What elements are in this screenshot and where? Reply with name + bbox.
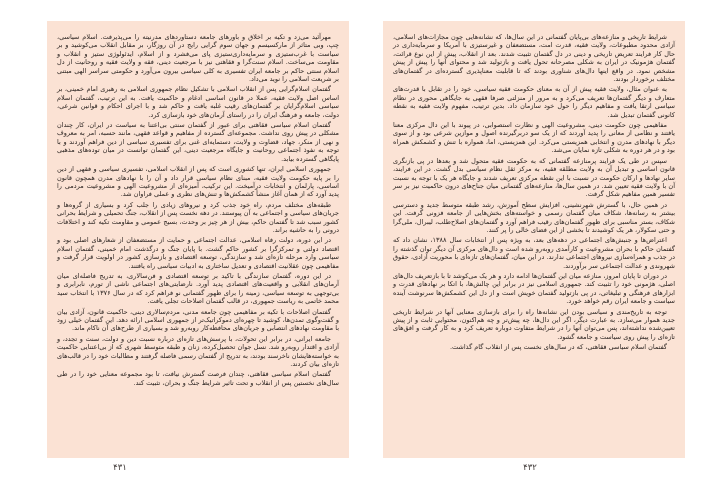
paragraph: سپس در طی یک فرایند پرمنازعه گفتمانی که به حکومت فقیه متحول شد و بعدها در پی بازنگری قانون اساسی و تبدیل آن به ولایت مطلقه فقیه، به مرکز ثقل نظام سیاسی بدل گشت. در این فرایند، سایر نهادها و ارکان حکومت در نسبت با این نقطه مرکزی تعریف شدند و جایگاه هر یک با توجه به نسبت آن با ولایت فقیه تعیین شد. در همین سال‌ها، منازعه‌های گفتمانی میان جناح‌های درون حاکمیت نیز بر سر تفسیر همین مفاهیم شکل گرفت. — [393, 156, 675, 199]
right-page-body — [393, 33, 675, 352]
left-page — [47, 21, 349, 458]
right-page — [383, 21, 685, 458]
paragraph: به عنوان مثال، ولایت فقیه پیش از آن به معنای حکومت فقیه سیاسی، خود را در تقابل با قدرت‌های متعارف و دیگر گفتمان‌ها تعریف می‌کرد و به مرور از منزلتی صرفا فقهی به جایگاهی محوری در نظام سیاسی ارتقا یافت و مفاهیم دیگر را حول خود سازمان داد. بدین ترتیب، مفهوم ولایت فقیه به نقطه کانونی گفتمان تبدیل شد. — [393, 85, 675, 119]
paragraph: گفتمان اسلام سیاسی فقاهتی، که در سال‌های نخست پس از انقلاب گام گذاشت. — [449, 343, 667, 352]
paragraph: گفتمان اسلام‌گرایی پس از انقلاب اسلامی با تشکیل نظام جمهوری اسلامی به رهبری امام خمینی، بر اساس اصل ولایت فقیه، عملا در قانون اساسی ادغام و حاکمیت یافت. به این ترتیب، گفتمان اسلام سیاسی اسلام‌گرایان بر گفتمان‌های رقیب غلبه یافت و حاکم شد و با اجرای احکام و قوانین شرعی، دولت، جامعه و فرهنگ ایران را در راستای آرمان‌های خود بازسازی کرد. — [57, 85, 339, 119]
paragraph: گفتمان اسلام سیاسی فقاهتی، چندان فرصت گسترش نیافت، تا بود مجموعه معنایی خود را در طی سال‌های نخستین پس از انقلاب و تحت تاثیر شرایط جنگ و بحران، تثبیت کند. — [57, 370, 339, 387]
paragraph: در دوران تا پایان امروز، منازعه میان این گفتمان‌ها ادامه دارد و هر یک می‌کوشد تا با بازتعریف دال‌های اصلی، هژمونی خود را تثبیت کند. جمهوری اسلامی نیز در برابر این چالش‌ها، با اتکا بر نهادهای قدرت و ابزارهای فرهنگی و تبلیغاتی، در پی بازتولید گفتمان خویش است و از دل این کشمکش‌ها سرنوشت آینده سیاست و جامعه ایران رقم خواهد خورد. — [393, 271, 675, 306]
right-page-number: ۴۳۲ — [523, 463, 537, 473]
paragraph: گفتمان اسلام سیاسی فقاهتی برای عبور از گفتمان سنتی بی‌اعتنا به سیاست در ایران، کار چندان مشکلی در پیش روی نداشت. مجموعه‌ای گسترده از مفاهیم و قواعد فقهی، مانند حسبه، امر به معروف و نهی از منکر، جهاد، قضاوت و ولایت، دستمایه‌ای غنی برای تفسیری سیاسی از دین فراهم آوردند و با توجه به نفوذ اجتماعی روحانیت و جایگاه مرجعیت دینی، این گفتمان توانست در میان توده‌های مذهبی پایگاهی گسترده بیابد. — [57, 121, 339, 163]
left-page-body — [57, 33, 339, 387]
paragraph: اعتراض‌ها و جنبش‌های اجتماعی در دهه‌های بعد، به ویژه پس از انتخابات سال ۱۳۸۸، نشان داد که گفتمان حاکم با بحران مشروعیت و کارآمدی روبه‌رو شده است و دال‌های مرکزی آن دیگر توان گذشته را در جذب و همراه‌سازی نیروهای اجتماعی ندارند. در این میان، گفتمان‌های تازه‌ای با محوریت آزادی، حقوق شهروندی و عدالت اجتماعی سر برآوردند. — [393, 236, 675, 270]
left-page-number: ۴۳۱ — [113, 463, 127, 473]
paragraph: مهرآئید می‌زد و تکیه بر اخلاق و باورهای جامعه دستاوردهای مدرنیته را می‌پذیرفت. اسلام سیاسی، چپ، وبی متاثر از مارکسیسم و جهان سوم گرایی رایج در آن روزگار، بر مقابل انقلاب می‌کوشید و بر سیاست با غرب‌ستیزی و سرمایه‌داری‌ستیزی پای می‌فشرد و از اسلام، ایدئولوژی ستیز و انقلاب و مقاومت می‌ساخت. اسلام سنت‌گرا و فقاهتی نیز با مرجعیت دینی، فقه و ولایت فقیه و روحانیت از دل اسلام سنتی حاکم بر جامعه ایران تفسیری به کلی سیاسی بیرون می‌آورد و حکومتی سراسر الهی مبتنی بر شریعت اسلامی را نوید می‌داد. — [57, 33, 339, 84]
paragraph: شرایط تاریخی و منازعه‌های بی‌پایان گفتمانی در این سال‌ها، که نشانه‌هایی چون مجازات‌های اسلامی، آزادی محدود مطبوعات، ولایت فقیه، قدرت امت، مستضعفان و غیرستیزی با آمریکا و سرمایه‌داری در حال کار فرایند تعریض تاریخی و دینی در دل گفتمان تثبیت شدند. بعد از انقلاب، پیش از این نوع قرائت، گفتمان هژمونیک در ایران به شکلی مصرحانه تحول یافت و بازتولید شد و محتوای آنها را پیش از پیش مشخص نمود. در واقع اینها دال‌های شناوری بودند که تا قابلیت معناپذیری گسترده‌ای در گفتمان‌های مختلف برخوردار بودند. — [393, 33, 675, 84]
paragraph: مفاهیمی چون حکومت دینی، مشروعیت الهی و نظارت استصوابی، در پیوند با این دال مرکزی معنا یافتند و نظامی از معانی را پدید آوردند که از یک سو دربرگیرنده اصول و موازین شرعی بود و از سوی دیگر با نهادهای مدرن و انتخابی همزیستی می‌کرد. این همزیستی، اما، همواره با تنش و کشمکش همراه بود و در هر دوره به شکلی تازه نمایان می‌شد. — [393, 121, 675, 155]
paragraph: در این دوره، دولت رفاه اسلامی، عدالت اجتماعی و حمایت از مستضعفان از شعارهای اصلی بود و اقتصاد دولتی و تمرکزگرا بر کشور حاکم گشت. با پایان جنگ و درگذشت امام خمینی، گفتمان اسلام سیاسی وارد مرحله تازه‌ای شد و سازندگی، توسعه اقتصادی و بازسازی کشور در اولویت قرار گرفت و مفاهیمی چون عقلانیت اقتصادی و تعدیل ساختاری به ادبیات سیاسی راه یافتند. — [57, 236, 339, 270]
paragraph: طبقه‌های مختلف مردم، راه خود جذب کرد و نیروهای زیادی را جلب کرد و بسیاری از گروه‌ها و جریان‌های سیاسی و اجتماعی به آن پیوستند. در دهه نخست پس از انقلاب، جنگ تحمیلی و شرایط بحرانی کشور سبب شد تا گفتمان حاکم، بیش از هر چیز بر وحدت، بسیج عمومی و مقاومت تکیه کند و اختلافات درونی را به حاشیه براند. — [57, 200, 339, 234]
paragraph: توجه به تاریخ‌مندی و سیاسی بودن این نشانه‌ها راه را برای بازسازی معنایی آنها در شرایط تاریخی جدید هموار می‌سازد. به عبارت دیگر، اگر این دال‌ها، چه پیش‌تر و چه هم‌اکنون، محتوایی ثابت و از پیش تعیین‌شده نداشته‌اند، پس می‌توان آنها را در شرایط متفاوت دوباره تعریف کرد و به کار گرفت و افق‌های تازه‌ای را پیش روی سیاست و جامعه گشود. — [393, 307, 675, 341]
paragraph: در این دوره، گفتمان سازندگی با تاکید بر توسعه اقتصادی و فن‌سالاری، به تدریج فاصله‌ای میان آرمان‌های انقلابی و واقعیت‌های اقتصادی پدید آورد. نارضایتی‌های اجتماعی ناشی از تورم، نابرابری و بی‌توجهی به توسعه سیاسی، زمینه را برای ظهور گفتمانی نو فراهم کرد که در سال ۱۳۷۶ با انتخاب سید محمد خاتمی به ریاست جمهوری، در قالب گفتمان اصلاحات تجلی یافت. — [57, 271, 339, 306]
paragraph: جمهوری اسلامی ایران، تنها کشوری است که پس از انقلاب اسلامی، تفسیری سیاسی و فقهی از دین را بر پایه حکومت ولایت فقیه، مبنای نظام سیاسی قرار داد و آن را با نهادهای مدرن همچون قانون اساسی، پارلمان و انتخابات درآمیخت. این ترکیب، آمیزه‌ای از مشروعیت الهی و مشروعیت مردمی را پدید آورد که از همان آغاز منشأ کشمکش‌ها و تنش‌های نظری و عملی فراوان شد. — [57, 165, 339, 199]
paragraph: جامعه ایرانی، در برابر این تحولات، با پرسش‌های تازه‌ای درباره نسبت دین و دولت، سنت و تجدد، و آزادی و اقتدار روبه‌رو شد. نسل جوان تحصیل‌کرده، زنان و طبقه متوسط شهری که از بی‌اعتنایی حاکمیت به خواسته‌هایشان ناخرسند بودند، به تدریج از گفتمان رسمی فاصله گرفتند و مطالبات خود را در قالب‌های تازه‌ای بیان کردند. — [57, 334, 339, 369]
paragraph: گفتمان اصلاحات با تکیه بر مفاهیمی چون جامعه مدنی، مردم‌سالاری دینی، حاکمیت قانون، آزادی بیان و گفت‌وگوی تمدن‌ها، کوشید تا چهره‌ای دموکراتیک‌تر از جمهوری اسلامی ارائه دهد. این گفتمان خیلی زود با مقاومت نهادهای انتصابی و جریان‌های محافظه‌کار روبه‌رو شد و بسیاری از طرح‌های آن ناکام ماند. — [57, 307, 339, 333]
paragraph: در همین حال، با گسترش شهرنشینی، افزایش سطح آموزش، رشد طبقه متوسط جدید و دسترسی بیشتر به رسانه‌ها، شکاف میان گفتمان رسمی و خواسته‌های بخش‌هایی از جامعه فزونی گرفت. این شکاف، بستر مناسبی برای ظهور گفتمان‌های رقیب فراهم آورد و گفتمان‌های اصلاح‌طلب، لیبرال، ملی‌گرا و حتی سکولار، هر یک کوشیدند تا بخشی از این فضای خالی را پر کنند. — [393, 200, 675, 234]
